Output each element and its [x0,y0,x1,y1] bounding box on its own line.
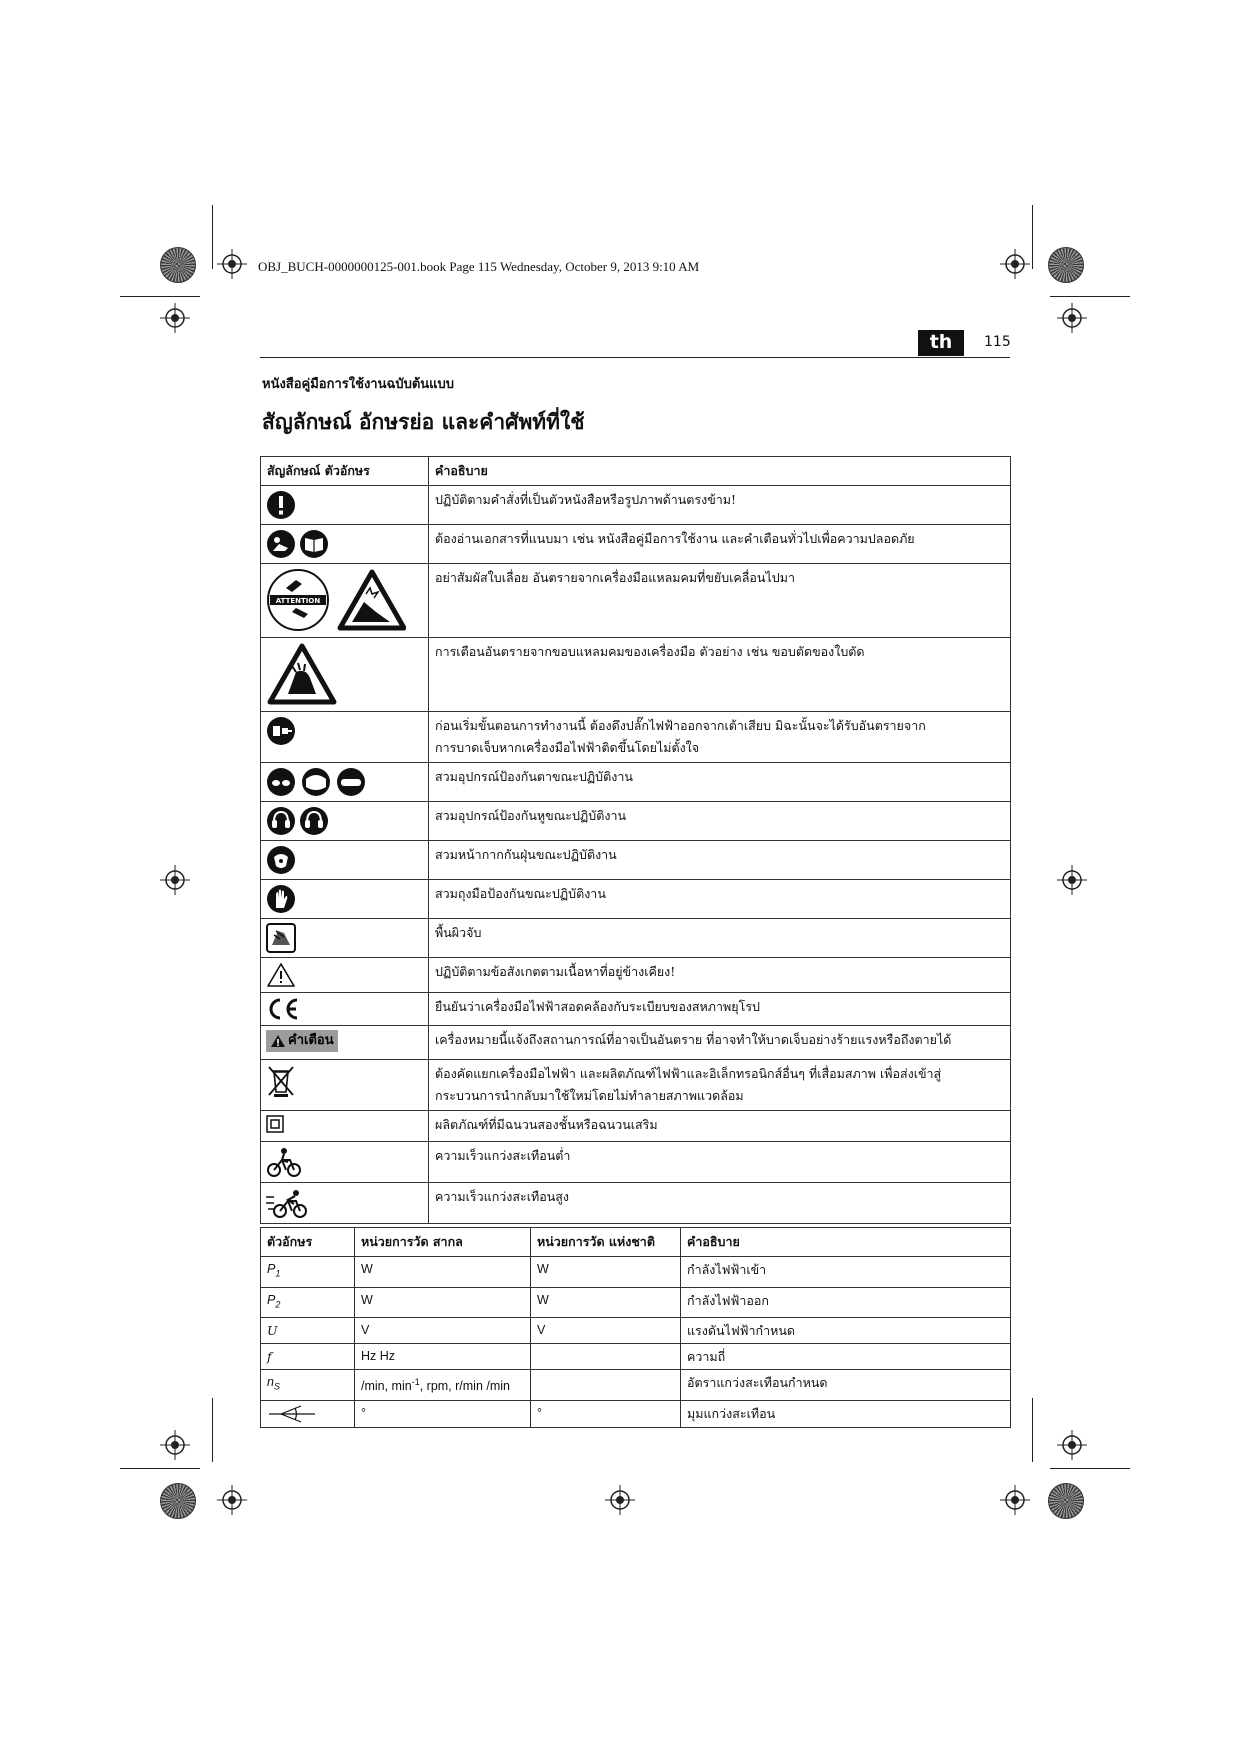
description-line: ต้องคัดแยกเครื่องมือไฟฟ้า และผลิตภัณฑ์ไฟฟ้าและอิเล็กทรอนิกส์อื่นๆ ที่เสื่อมสภาพ เพื่อส่งเข้าสู่ [435,1066,942,1081]
angle-icon [267,1404,317,1424]
description-line: กระบวนการนำกลับมาใช้ใหม่โดยไม่ทำลายสภาพแวดล้อม [435,1088,744,1103]
registration-mark-icon [160,303,190,333]
grip-surface-icon [266,923,296,953]
table-row [261,1142,1011,1183]
saw-blade-attention-icon [266,568,406,632]
ce-mark-icon [266,997,300,1021]
description-cell: อัตราแกว่งสะเทือนกำหนด [681,1370,1011,1401]
description-cell: มุมแกว่งสะเทือน [681,1400,1011,1427]
color-wheel-icon [160,1483,196,1519]
description-cell: สวมอุปกรณ์ป้องกันหูขณะปฏิบัติงาน [429,802,1011,841]
unit-symbol-subscript: 1 [275,1268,281,1279]
language-tab: th [918,330,964,356]
warning-badge-icon [270,1034,286,1048]
national-unit-cell [531,1344,681,1370]
registration-mark-icon [217,1485,247,1515]
symbols-table [260,456,1011,1224]
description-cell: ความเร็วแกว่งสะเทือนสูง [429,1183,1011,1224]
table-row [261,993,1011,1026]
table-row [261,763,1011,802]
symbol-cell [261,638,429,712]
warning-badge-label: คำเตือน [288,1033,334,1048]
sharp-edge-warning-icon [266,642,338,706]
column-header: หน่วยการวัด สากล [355,1228,531,1257]
description-cell: ต้องอ่านเอกสารที่แนบมา เช่น หนังสือคู่มือการใช้งาน และคำเตือนทั่วไปเพื่อความปลอดภัย [429,525,1011,564]
unit-symbol: P [267,1262,276,1276]
table-row [261,841,1011,880]
international-unit-cell: V [355,1318,531,1344]
unit-symbol-subscript: 2 [275,1299,281,1309]
description-cell: กำลังไฟฟ้าเข้า [681,1257,1011,1288]
description-line: การบาดเจ็บหากเครื่องมือไฟฟ้าติดขึ้นโดยไม่ตั้งใจ [435,740,700,755]
table-row [261,1257,1011,1288]
national-unit-cell [531,1370,681,1401]
symbol-cell [261,1183,429,1224]
table-row [261,1344,1011,1370]
symbol-cell [261,1026,429,1060]
table-row [261,712,1011,763]
unit-symbol: n [267,1375,274,1389]
international-unit-cell: ° [355,1400,531,1427]
description-cell: ยืนยันว่าเครื่องมือไฟฟ้าสอดคล้องกับระเบียบของสหภาพยุโรป [429,993,1011,1026]
gloves-icon [266,884,296,914]
symbol-cell [261,1142,429,1183]
print-slug: OBJ_BUCH-0000000125-001.book Page 115 Wednesday, October 9, 2013 9:10 AM [258,259,700,274]
symbol-cell [261,486,429,525]
symbol-cell [261,919,429,958]
international-unit-cell: W [355,1287,531,1318]
description-cell: สวมอุปกรณ์ป้องกันตาขณะปฏิบัติงาน [429,763,1011,802]
international-unit-cell [355,1370,531,1401]
symbol-cell [261,1400,355,1427]
attention-badge-text: ATTENTION [275,597,321,605]
symbol-cell [261,1111,429,1142]
page-title: สัญลักษณ์ อักษรย่อ และคำศัพท์ที่ใช้ [262,409,585,434]
national-unit-cell: ° [531,1400,681,1427]
header-rule [260,357,1010,358]
description-cell: ความถี่ [681,1344,1011,1370]
national-unit-cell: W [531,1287,681,1318]
table-header-row [261,457,1011,486]
table-row [261,1060,1011,1111]
unplug-icon [266,716,296,746]
symbol-cell [261,1370,355,1401]
description-cell: ความเร็วแกว่งสะเทือนต่ำ [429,1142,1011,1183]
description-cell: สวมหน้ากากกันฝุ่นขณะปฏิบัติงาน [429,841,1011,880]
description-cell: แรงดันไฟฟ้ากำหนด [681,1318,1011,1344]
table-row [261,564,1011,638]
column-header: สัญลักษณ์ ตัวอักษร [261,457,429,486]
read-manual-icon [266,529,330,559]
registration-mark-icon [1057,303,1087,333]
units-table [260,1227,1011,1428]
registration-mark-icon [217,249,247,279]
unit-text: /min, min [361,1379,412,1394]
table-row [261,880,1011,919]
description-cell [429,712,1011,763]
unit-superscript: -1 [411,1377,420,1387]
symbol-cell [261,712,429,763]
weee-bin-icon [266,1064,296,1098]
national-unit-cell: V [531,1318,681,1344]
registration-mark-icon [1000,1485,1030,1515]
table-row [261,1287,1011,1318]
symbol-cell [261,802,429,841]
eye-protection-icon [266,767,366,797]
table-row [261,1183,1011,1224]
symbol-cell [261,841,429,880]
table-row [261,919,1011,958]
table-row [261,1111,1011,1142]
symbol-cell [261,1318,355,1344]
low-speed-bike-icon [266,1146,302,1178]
table-row [261,1318,1011,1344]
document-type: หนังสือคู่มือการใช้งานฉบับต้นแบบ [262,377,455,392]
symbol-cell [261,1344,355,1370]
table-row [261,1400,1011,1427]
table-row [261,638,1011,712]
table-row [261,958,1011,993]
international-unit-cell: Hz Hz [355,1344,531,1370]
description-cell: อย่าสัมผัสใบเลื่อย อันตรายจากเครื่องมือแหลมคมที่ขยับเคลื่อนไปมา [429,564,1011,638]
registration-mark-icon [160,865,190,895]
description-line: ก่อนเริ่มขั้นตอนการทำงานนี้ ต้องดึงปลั๊กไฟฟ้าออกจากเต้าเสียบ มิฉะนั้นจะได้รับอันตรายจาก [435,718,926,733]
mandatory-instruction-icon [266,490,296,520]
national-unit-cell: W [531,1257,681,1288]
color-wheel-icon [160,247,196,283]
table-header-row [261,1228,1011,1257]
column-header: คำอธิบาย [429,457,1011,486]
table-row [261,1026,1011,1060]
double-insulation-icon [266,1115,284,1133]
color-wheel-icon [1048,247,1084,283]
unit-symbol-subscript: S [273,1381,280,1392]
table-row [261,486,1011,525]
symbol-cell [261,1060,429,1111]
symbol-cell [261,880,429,919]
column-header: ตัวอักษร [261,1228,355,1257]
symbol-cell [261,1287,355,1318]
registration-mark-icon [1057,865,1087,895]
table-row [261,525,1011,564]
description-cell: ปฏิบัติตามข้อสังเกตตามเนื้อหาที่อยู่ข้างเคียง! [429,958,1011,993]
symbol-cell [261,763,429,802]
unit-symbol: f [267,1349,272,1364]
column-header: หน่วยการวัด แห่งชาติ [531,1228,681,1257]
page-number: 115 [984,334,1011,350]
unit-symbol: P [267,1292,276,1307]
registration-mark-icon [160,1430,190,1460]
symbol-cell [261,525,429,564]
description-cell: เครื่องหมายนี้แจ้งถึงสถานการณ์ที่อาจเป็นอันตราย ที่อาจทำให้บาดเจ็บอย่างร้ายแรงหรือถึงตายได้ [429,1026,1011,1060]
high-speed-bike-icon [266,1187,308,1219]
color-wheel-icon [1048,1483,1084,1519]
international-unit-cell: W [355,1257,531,1288]
symbol-cell [261,993,429,1026]
description-cell [429,1060,1011,1111]
table-row [261,802,1011,841]
warning-badge [266,1030,338,1052]
description-cell: สวมถุงมือป้องกันขณะปฏิบัติงาน [429,880,1011,919]
unit-text-tail: , rpm, r/min /min [419,1379,511,1394]
description-cell: พื้นผิวจับ [429,919,1011,958]
registration-mark-icon [1057,1430,1087,1460]
description-cell: กำลังไฟฟ้าออก [681,1287,1011,1318]
symbol-cell [261,1257,355,1288]
registration-mark-icon [1000,249,1030,279]
description-cell: ผลิตภัณฑ์ที่มีฉนวนสองชั้นหรือฉนวนเสริม [429,1111,1011,1142]
description-cell: ปฏิบัติตามคำสั่งที่เป็นตัวหนังสือหรือรูปภาพด้านตรงข้าม! [429,486,1011,525]
dust-mask-icon [266,845,296,875]
description-cell: การเตือนอันตรายจากขอบแหลมคมของเครื่องมือ ตัวอย่าง เช่น ขอบตัดของใบตัด [429,638,1011,712]
column-header: คำอธิบาย [681,1228,1011,1257]
caution-triangle-icon [266,962,296,988]
registration-mark-icon [605,1485,635,1515]
symbol-cell [261,564,429,638]
table-row [261,1370,1011,1401]
ear-protection-icon [266,806,330,836]
unit-symbol: U [267,1323,278,1338]
symbol-cell [261,958,429,993]
